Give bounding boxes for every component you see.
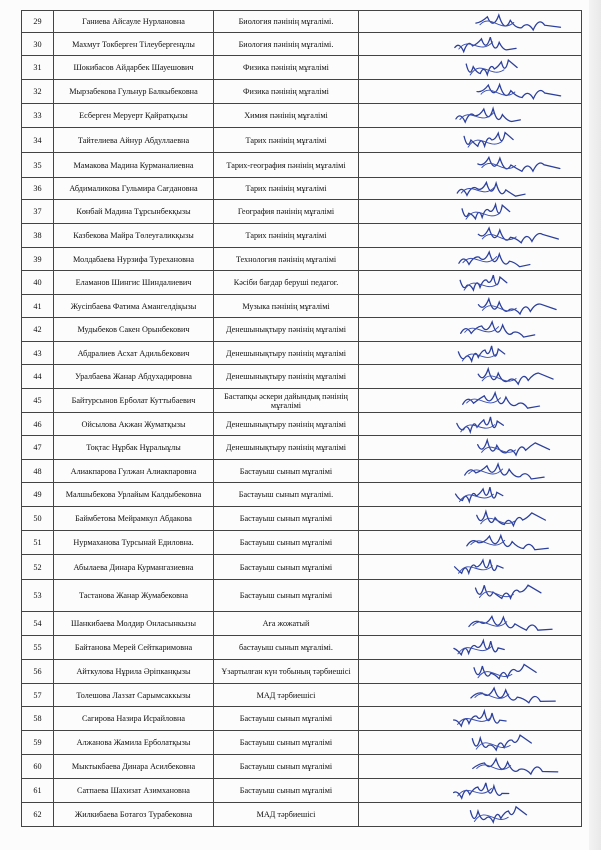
signature-cell: [359, 224, 582, 248]
row-number: 36: [22, 178, 54, 200]
table-row: [22, 483, 582, 507]
row-number: 52: [22, 555, 54, 580]
table-row: [22, 271, 582, 295]
signature-image: [359, 33, 581, 55]
signature-cell: [359, 153, 582, 178]
table-row: [22, 33, 582, 56]
signature-image: [359, 178, 581, 199]
employee-position: Денешынықтыру пәнінің мұғалімі: [214, 342, 359, 365]
employee-name: Жилкибаева Ботагоз Турабековна: [54, 803, 214, 827]
table-body: [22, 11, 582, 827]
signature-image: [359, 803, 581, 826]
signature-cell: [359, 389, 582, 413]
row-number: 34: [22, 128, 54, 153]
signature-cell: [359, 295, 582, 318]
table-row: [22, 555, 582, 580]
signature-cell: [359, 200, 582, 224]
signature-cell: [359, 365, 582, 389]
employee-name: Толешова Лаззат Сарымсаккызы: [54, 684, 214, 707]
employee-position: Бастауыш сынып мұғалімі: [214, 460, 359, 483]
row-number: 55: [22, 636, 54, 660]
table-row: [22, 803, 582, 827]
employee-position: Денешынықтыру пәнінің мұғалімі: [214, 318, 359, 342]
signature-image: [359, 612, 581, 635]
table-row: [22, 318, 582, 342]
employee-name: Мырзабекова Гульнур Балкыбековна: [54, 80, 214, 104]
employee-name: Махмут Токберген Тілеубергенұлы: [54, 33, 214, 56]
row-number: 44: [22, 365, 54, 389]
signature-cell: [359, 483, 582, 507]
signature-cell: [359, 636, 582, 660]
employee-position: МАД тәрбиешісі: [214, 684, 359, 707]
signature-image: [359, 731, 581, 754]
employee-name: Абдималикова Гульмира Сағдановна: [54, 178, 214, 200]
row-number: 50: [22, 507, 54, 531]
signature-image: [359, 483, 581, 506]
employee-name: Шокибасов Айдарбек Шауешович: [54, 56, 214, 80]
employee-name: Тоқтас Нұрбак Нұралыұлы: [54, 436, 214, 460]
employee-name: Мудыбеков Сакен Орынбекович: [54, 318, 214, 342]
signature-image: [359, 460, 581, 482]
row-number: 40: [22, 271, 54, 295]
signature-cell: [359, 318, 582, 342]
signature-image: [359, 580, 581, 611]
employee-position: Биология пәнінің мұғалімі.: [214, 11, 359, 33]
employee-position: МАД тәрбиешісі: [214, 803, 359, 827]
signature-cell: [359, 755, 582, 779]
signature-image: [359, 555, 581, 579]
employee-name: Алжанова Жамила Ерболатқызы: [54, 731, 214, 755]
row-number: 31: [22, 56, 54, 80]
signature-image: [359, 684, 581, 706]
table-row: [22, 80, 582, 104]
signature-cell: [359, 80, 582, 104]
signature-cell: [359, 178, 582, 200]
signature-cell: [359, 660, 582, 684]
employee-name: Баймбетова Мейрамкул Абдакова: [54, 507, 214, 531]
row-number: 59: [22, 731, 54, 755]
signature-cell: [359, 104, 582, 128]
employee-position: Тарих пәнінің мұғалімі: [214, 224, 359, 248]
table-row: [22, 707, 582, 731]
row-number: 38: [22, 224, 54, 248]
employee-name: Абылаева Динара Курмангазиевна: [54, 555, 214, 580]
signature-image: [359, 531, 581, 554]
employee-name: Нурмаханова Турсынай Едиловна.: [54, 531, 214, 555]
table-row: [22, 295, 582, 318]
row-number: 60: [22, 755, 54, 779]
signature-cell: [359, 731, 582, 755]
employee-name: Алиакпарова Гулжан Алиакпаровна: [54, 460, 214, 483]
signature-image: [359, 295, 581, 317]
row-number: 47: [22, 436, 54, 460]
signature-image: [359, 707, 581, 730]
signature-cell: [359, 707, 582, 731]
signature-cell: [359, 612, 582, 636]
row-number: 29: [22, 11, 54, 33]
employee-name: Молдабаева Нурзифа Турехановна: [54, 248, 214, 271]
row-number: 58: [22, 707, 54, 731]
row-number: 30: [22, 33, 54, 56]
table-row: [22, 128, 582, 153]
signature-image: [359, 413, 581, 435]
employee-name: Сатпаева Шахизат Азимхановна: [54, 779, 214, 803]
signature-image: [359, 755, 581, 778]
table-row: [22, 413, 582, 436]
employee-name: Көнбай Мадина Тұрсынбекқызы: [54, 200, 214, 224]
employee-position: Музыка пәнінің мұғалімі: [214, 295, 359, 318]
signature-image: [359, 56, 581, 79]
signature-image: [359, 80, 581, 103]
row-number: 32: [22, 80, 54, 104]
signature-cell: [359, 580, 582, 612]
employee-position: Бастауыш сынып мұғалімі: [214, 707, 359, 731]
row-number: 54: [22, 612, 54, 636]
employee-name: Тастанова Жанар Жумабековна: [54, 580, 214, 612]
employee-position: Технология пәнінің мұғалімі: [214, 248, 359, 271]
employee-position: Денешынықтыру пәнінің мұғалімі: [214, 436, 359, 460]
table-row: [22, 11, 582, 33]
employee-name: Байтурсынов Ерболат Куттыбаевич: [54, 389, 214, 413]
employee-name: Ойсылова Акжан Жуматқызы: [54, 413, 214, 436]
employee-position: Химия пәнінің мұғалімі: [214, 104, 359, 128]
signature-image: [359, 104, 581, 127]
signature-image: [359, 636, 581, 659]
signature-image: [359, 224, 581, 247]
row-number: 46: [22, 413, 54, 436]
employee-position: Бастауыш сынып мұғалімі: [214, 755, 359, 779]
signature-image: [359, 248, 581, 270]
signature-image: [359, 271, 581, 294]
signature-cell: [359, 436, 582, 460]
table-row: [22, 531, 582, 555]
signature-cell: [359, 555, 582, 580]
employee-name: Малшыбекова Урлайым Калдыбековна: [54, 483, 214, 507]
signature-image: [359, 365, 581, 388]
employee-position: Бастауыш сынып мұғалімі.: [214, 483, 359, 507]
signature-cell: [359, 33, 582, 56]
table-row: [22, 342, 582, 365]
employee-position: Физика пәнінің мұғалімі: [214, 56, 359, 80]
table-row: [22, 779, 582, 803]
employee-position: Тарих пәнінің мұғалімі: [214, 128, 359, 153]
employee-name: Еламанов Шингис Шиндалиевич: [54, 271, 214, 295]
employee-name: Жусіпбаева Фатима Амангелдіқызы: [54, 295, 214, 318]
row-number: 57: [22, 684, 54, 707]
employee-position: Денешынықтыру пәнінің мұғалімі: [214, 365, 359, 389]
employee-name: Шанкибаева Молдир Онласынкызы: [54, 612, 214, 636]
table-row: [22, 248, 582, 271]
employee-name: Мамакова Мадина Курманалиевна: [54, 153, 214, 178]
employee-position: Аға жожатый: [214, 612, 359, 636]
employee-name: Казбекова Майра Төлеуғаликқызы: [54, 224, 214, 248]
employee-position: Бастауыш сынып мұғалімі: [214, 555, 359, 580]
table-row: [22, 731, 582, 755]
signature-image: [359, 660, 581, 683]
row-number: 43: [22, 342, 54, 365]
employee-position: Ұзартылған күн тобының тәрбиешісі: [214, 660, 359, 684]
employee-position: Бастапқы әскери дайындық пәнінің мұғалімі: [214, 389, 359, 413]
employee-name: Ганиева Айсауле Нурлановна: [54, 11, 214, 33]
row-number: 61: [22, 779, 54, 803]
employee-position: География пәнінің мұғалімі: [214, 200, 359, 224]
employee-position: Кәсіби бағдар беруші педагог.: [214, 271, 359, 295]
table-row: [22, 660, 582, 684]
row-number: 33: [22, 104, 54, 128]
row-number: 49: [22, 483, 54, 507]
signature-cell: [359, 11, 582, 33]
employee-name: Есберген Меруерт Қайратқызы: [54, 104, 214, 128]
row-number: 37: [22, 200, 54, 224]
signature-cell: [359, 128, 582, 153]
employee-position: Бастауыш сынып мұғалімі: [214, 531, 359, 555]
signature-image: [359, 128, 581, 152]
staff-signature-table: [21, 10, 582, 827]
employee-position: Денешынықтыру пәнінің мұғалімі: [214, 413, 359, 436]
signature-image: [359, 779, 581, 802]
table-row: [22, 636, 582, 660]
signature-image: [359, 153, 581, 177]
signature-image: [359, 11, 581, 32]
signature-image: [359, 436, 581, 459]
row-number: 35: [22, 153, 54, 178]
signature-cell: [359, 803, 582, 827]
row-number: 45: [22, 389, 54, 413]
employee-name: Тайтелиева Айнур Абдуллаевна: [54, 128, 214, 153]
employee-position: бастауыш сынып мұғалімі.: [214, 636, 359, 660]
table-row: [22, 436, 582, 460]
table-row: [22, 56, 582, 80]
signature-image: [359, 318, 581, 341]
employee-name: Сагирова Назира Исрайловна: [54, 707, 214, 731]
table-row: [22, 755, 582, 779]
signature-image: [359, 389, 581, 412]
employee-name: Мыктыкбаева Динара Асилбековна: [54, 755, 214, 779]
row-number: 51: [22, 531, 54, 555]
table-row: [22, 580, 582, 612]
employee-name: Байтанова Мерей Сейткаримовна: [54, 636, 214, 660]
employee-name: Айткулова Нұрила Әріпканқызы: [54, 660, 214, 684]
row-number: 48: [22, 460, 54, 483]
row-number: 53: [22, 580, 54, 612]
signature-image: [359, 507, 581, 530]
employee-position: Тарих пәнінің мұғалімі: [214, 178, 359, 200]
row-number: 42: [22, 318, 54, 342]
signature-cell: [359, 342, 582, 365]
table-row: [22, 224, 582, 248]
row-number: 41: [22, 295, 54, 318]
signature-image: [359, 342, 581, 364]
row-number: 62: [22, 803, 54, 827]
table-row: [22, 507, 582, 531]
employee-position: Бастауыш сынып мұғалімі: [214, 731, 359, 755]
signature-cell: [359, 248, 582, 271]
signature-image: [359, 200, 581, 223]
table-row: [22, 178, 582, 200]
employee-position: Бастауыш сынып мұғалімі: [214, 507, 359, 531]
table-row: [22, 365, 582, 389]
table-row: [22, 153, 582, 178]
employee-position: Физика пәнінің мұғалімі: [214, 80, 359, 104]
signature-cell: [359, 531, 582, 555]
row-number: 39: [22, 248, 54, 271]
table-row: [22, 612, 582, 636]
signature-cell: [359, 507, 582, 531]
employee-position: Бастауыш сынып мұғалімі: [214, 580, 359, 612]
signature-cell: [359, 460, 582, 483]
employee-position: Тарих-география пәнінің мұғалімі: [214, 153, 359, 178]
signature-cell: [359, 413, 582, 436]
row-number: 56: [22, 660, 54, 684]
page-edge: [589, 0, 601, 850]
signature-cell: [359, 684, 582, 707]
employee-name: Уралбаева Жанар Абдухадировна: [54, 365, 214, 389]
employee-position: Бастауыш сынып мұғалімі: [214, 779, 359, 803]
signature-cell: [359, 271, 582, 295]
table-row: [22, 684, 582, 707]
signature-cell: [359, 56, 582, 80]
table-row: [22, 460, 582, 483]
table-row: [22, 104, 582, 128]
table-row: [22, 200, 582, 224]
employee-name: Абдралиев Асхат Адильбекович: [54, 342, 214, 365]
employee-position: Биология пәнінің мұғалімі.: [214, 33, 359, 56]
table-row: [22, 389, 582, 413]
signature-cell: [359, 779, 582, 803]
